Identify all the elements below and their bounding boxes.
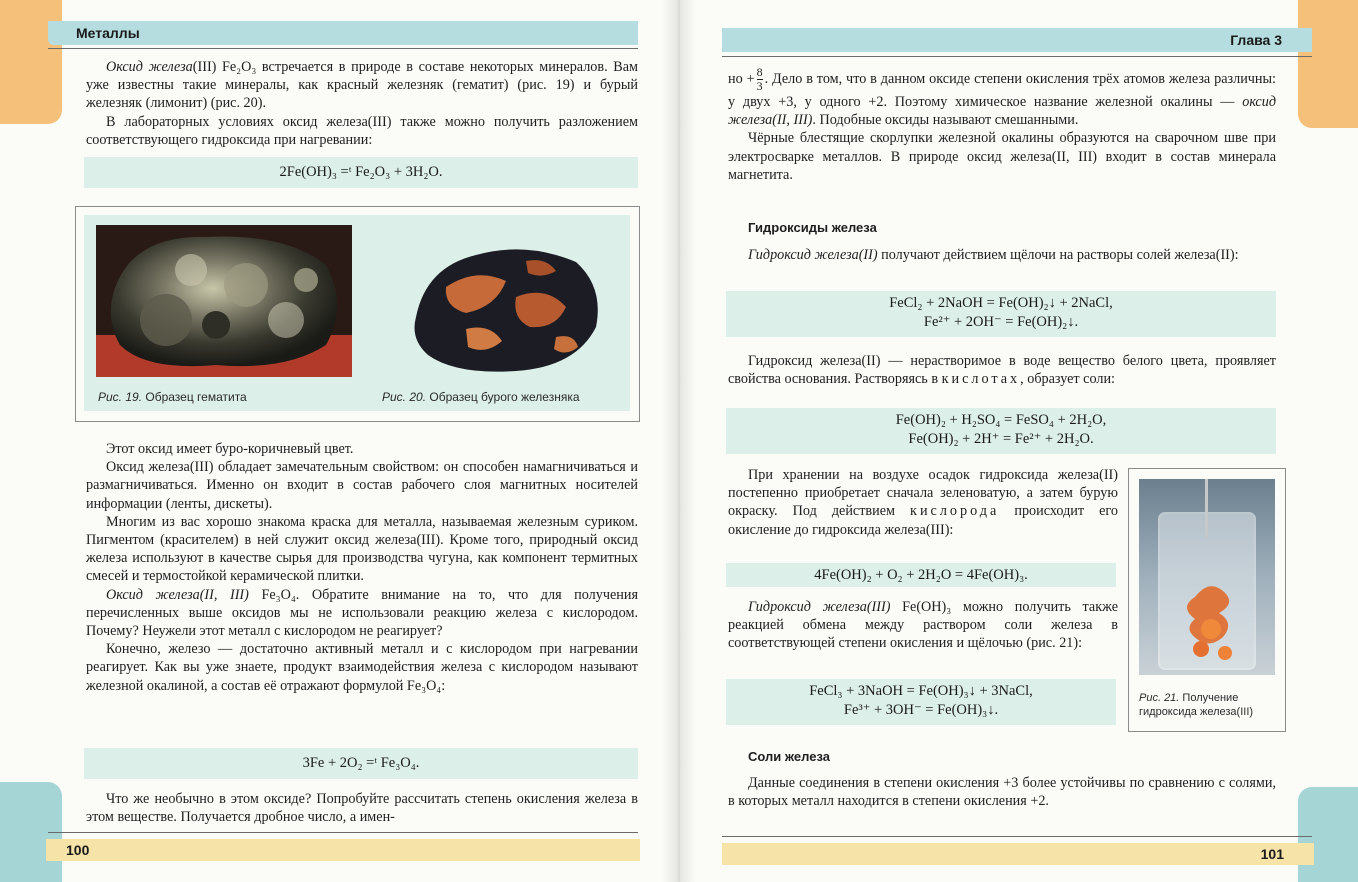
formula-line: Fe²⁺ + 2OH⁻ = Fe(OH)₂↓. [923, 314, 1079, 330]
paragraph [728, 466, 1118, 539]
corner-decoration-top-right [1298, 0, 1358, 128]
fraction-denominator: 3 [756, 79, 763, 93]
formula-line: Fe(OH)₂ + 2H⁺ = Fe²⁺ + 2H₂O. [908, 431, 1094, 447]
subheading-hydroxides: Гидроксиды железа [748, 220, 877, 235]
formula-hydroxide-iii-synthesis [726, 679, 1116, 725]
text-block-hydroxide-properties [728, 352, 1276, 388]
figure-box-21 [1128, 468, 1286, 732]
caption-fig-20 [382, 390, 580, 404]
term-italic: Гидроксид железа(II) [748, 247, 878, 263]
paragraph [86, 586, 638, 641]
text-block-question [86, 790, 638, 826]
paragraph: Чёрные блестящие скорлупки железной окалины образуются на сварочном шве при электросварке металлов. В природе оксид железа(II, III) входит в состав минерала магнетита. [728, 130, 1276, 183]
paragraph-text: , образует соли: [1020, 371, 1115, 388]
header-rule [48, 48, 638, 49]
hematite-photo [96, 225, 352, 377]
term-italic: Оксид железа [106, 59, 193, 75]
formula-hydroxide-acid [726, 408, 1276, 454]
text-block-oxide-iii [86, 58, 638, 149]
book-gutter [662, 0, 696, 882]
term-italic: оксид железа(II, III) [728, 94, 1276, 129]
paragraph [728, 352, 1276, 388]
caption-text: Образец бурого железняка [429, 390, 580, 404]
caption-text: Образец гематита [145, 390, 247, 404]
paragraph-text: . Дело в том, что в данном оксиде степени окисления трёх атомов железа различны: у двух +3, у одного +2. Поэтому химическое название железной окалины — [728, 70, 1276, 110]
paragraph [728, 66, 1276, 129]
header-rule [722, 56, 1312, 57]
formula-line: FeCl₃ + 3NaOH = Fe(OH)₃↓ + 3NaCl, [809, 683, 1033, 699]
paragraph: Оксид железа(III) обладает замечательным свойством: он способен намагничиваться и размагничиваться. Именно он входит в состав рабочего слоя магнитных носителей информации (ленты, дискеты). [86, 459, 638, 512]
running-header-right: Глава 3 [722, 28, 1312, 52]
paragraph-text: При хранении на воздухе осадок гидроксида железа(II) постепенно приобретает сначала зеленоватую, а затем бурую окраску. Под действием [728, 467, 1118, 520]
paragraph: В лабораторных условиях оксид железа(III) также можно получить разложением соответствующего гидроксида при нагревании: [86, 113, 638, 148]
paragraph-text: Fe₃O₄. Обратите внимание на то, что для получения перечисленных выше оксидов мы не использовали реакцию железа с кислородом. Почему? Неужели этот металл с кислородом не реагирует? [86, 586, 638, 640]
formula-line: 3Fe + 2O₂ =ᵗ Fe₃O₄. [302, 755, 420, 771]
figure-box-19-20 [75, 206, 640, 422]
text-block-hydroxide-ii [728, 246, 1276, 264]
formula-oxidation [726, 563, 1116, 587]
term-italic: Гидроксид железа(III) [748, 599, 891, 615]
footer-rule [722, 836, 1312, 837]
text-block-hydroxide-iii [728, 598, 1118, 653]
paragraph-text: но + [728, 70, 755, 87]
paragraph [728, 598, 1118, 653]
caption-fig-21 [1139, 691, 1253, 719]
paragraph-text: Гидроксид железа(II) — нерастворимое в воде вещество белого цвета, проявляет свойства основания. Растворяясь в [728, 353, 1276, 388]
limonite-photo [406, 237, 606, 377]
paragraph [86, 58, 638, 113]
caption-number: Рис. 19. [98, 390, 143, 404]
text-block-salts [728, 774, 1276, 810]
text-block-properties [86, 440, 638, 695]
formula-line: Fe(OH)₂ + H₂SO₄ = FeSO₄ + 2H₂O, [895, 412, 1107, 428]
paragraph-text: получают действием щёлочи на растворы солей железа(II): [877, 247, 1239, 263]
caption-number: Рис. 20. [382, 390, 427, 404]
formula-line: FeCl₂ + 2NaOH = Fe(OH)₂↓ + 2NaCl, [889, 295, 1113, 311]
paragraph-text: Fe(OH)₃ можно получить также реакцией обмена между раствором соли железа в соответствующей степени окисления и щёлочью (рис. 21): [728, 599, 1119, 652]
spaced-term: кислотах [941, 371, 1021, 388]
page-number-left: 100 [46, 839, 640, 861]
paragraph-text: (III) Fe₂O₃ встречается в природе в составе некоторых минералов. Вам уже известны такие минералы, как красный железняк (гематит) (рис. 19) и бурый железняк (лимонит) (рис. 20). [86, 59, 638, 112]
paragraph: Что же необычно в этом оксиде? Попробуйте рассчитать степень окисления железа в этом веществе. Получается дробное число, а имен- [86, 791, 638, 826]
subheading-salts: Соли железа [748, 749, 830, 764]
paragraph: Многим из вас хорошо знакома краска для металла, называемая железным суриком. Пигментом (красителем) в ней служит оксид железа(III). Кроме того, природный оксид железа используют в качестве сырья для производства чугуна, как компонент термитных смесей и термостойкой керамической плитки. [86, 513, 638, 585]
formula-decomposition [84, 157, 638, 188]
text-block-oxidation [728, 466, 1118, 539]
paragraph: Конечно, железо — достаточно активный металл и с кислородом при нагревании реагирует. Как вы уже знаете, продукт взаимодействия железа с кислородом называют железной окалиной, а состав её отражают формулой Fe₃O₄: [86, 641, 638, 694]
formula-line: Fe³⁺ + 3OH⁻ = Fe(OH)₃↓. [843, 702, 999, 718]
paragraph-text: происходит его окисление до гидроксида железа(III): [728, 503, 1118, 538]
paragraph-text: . Подобные оксиды называют смешанными. [812, 112, 1079, 129]
corner-decoration-top-left [0, 0, 62, 124]
fraction [757, 66, 763, 93]
paragraph: Данные соединения в степени окисления +3 более устойчивы по сравнению с солями, в которых металл находится в степени окисления +2. [728, 775, 1276, 810]
beaker-precipitate-photo [1139, 479, 1275, 675]
caption-fig-19 [98, 390, 247, 404]
formula-line: 4Fe(OH)₂ + O₂ + 2H₂O = 4Fe(OH)₃. [814, 567, 1028, 583]
page-number-right: 101 [722, 843, 1314, 865]
paragraph [728, 246, 1276, 264]
spaced-term: кислорода [910, 503, 1000, 520]
caption-number: Рис. 21. [1139, 692, 1180, 704]
caption-text: гидроксида железа(III) [1139, 706, 1254, 718]
formula-line: 2Fe(OH)₃ =ᵗ Fe₂O₃ + 3H₂O. [279, 164, 443, 180]
paragraph: Этот оксид имеет буро-коричневый цвет. [106, 441, 354, 457]
formula-hydroxide-ii-synthesis [726, 291, 1276, 337]
corner-decoration-bottom-right [1298, 787, 1358, 882]
caption-text: Получение [1182, 692, 1239, 704]
running-header-left: Металлы [48, 21, 638, 45]
footer-rule [48, 832, 638, 833]
text-block-mixed-oxide [728, 66, 1276, 184]
fraction-numerator: 8 [756, 65, 763, 79]
term-italic: Оксид железа(II, III) [106, 586, 249, 603]
formula-iron-oxygen [84, 748, 638, 779]
